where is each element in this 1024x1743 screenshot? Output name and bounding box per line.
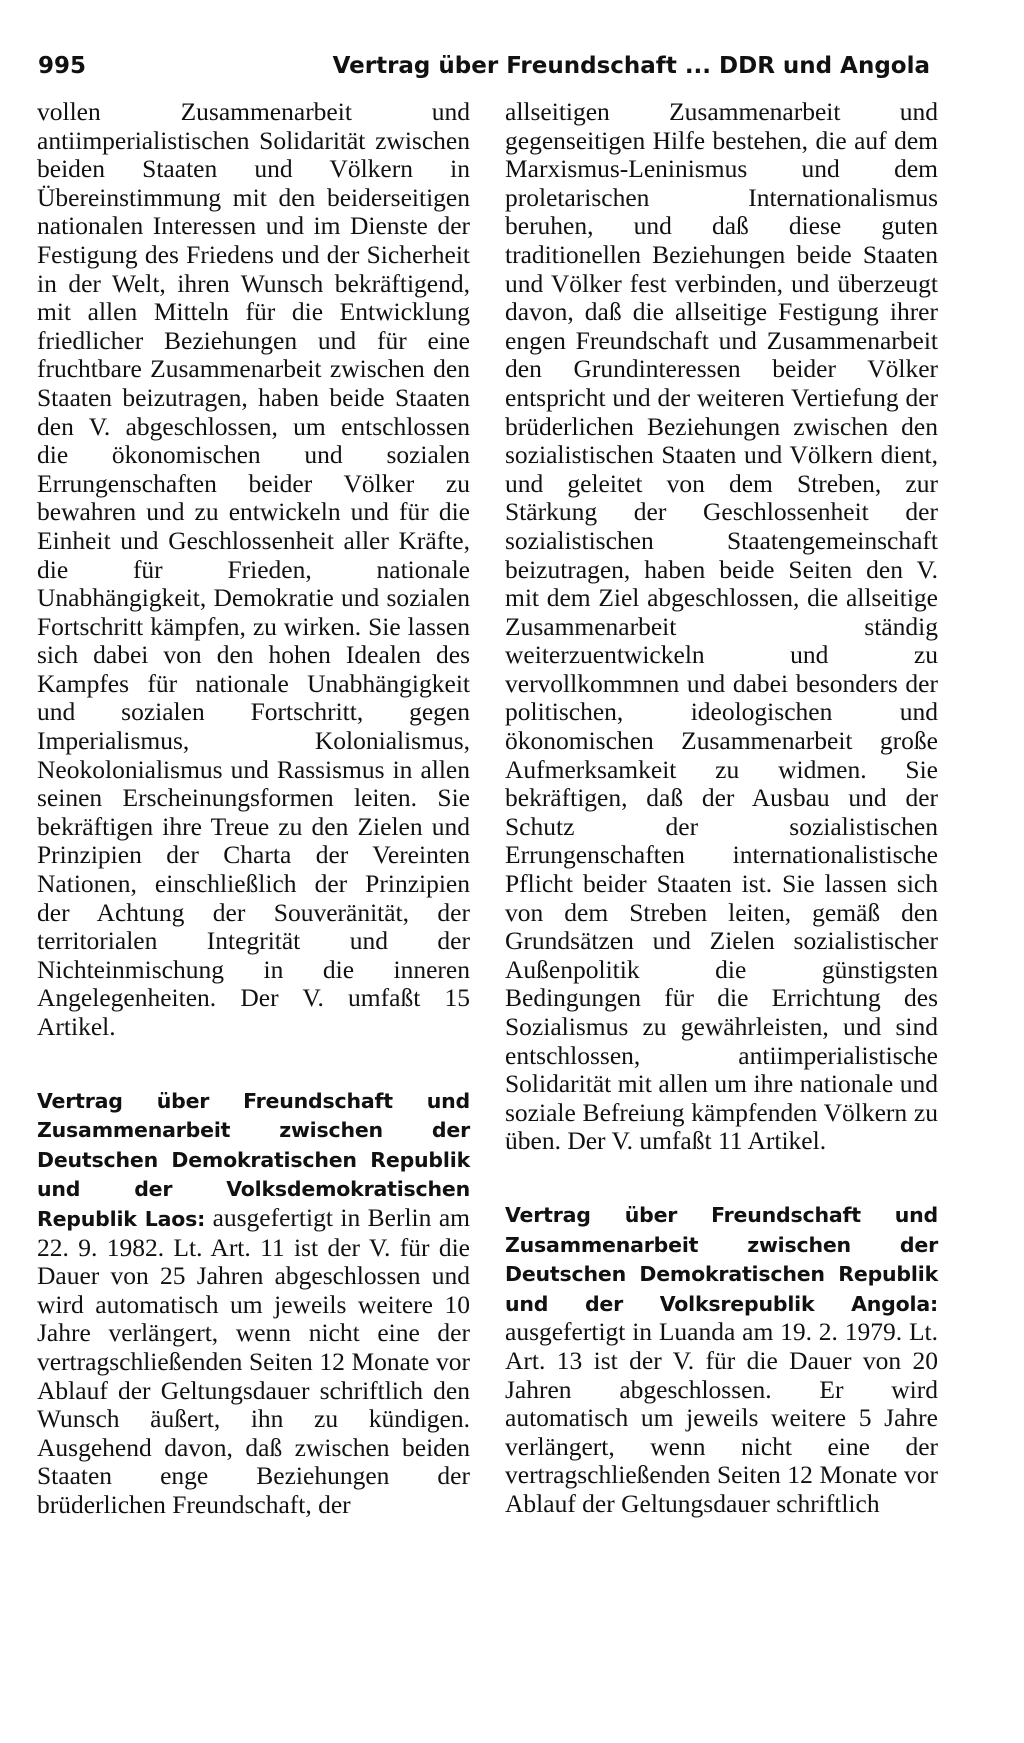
entry-lemma: Vertrag über Freundschaft und Zusammenarbeit zwischen der Deutschen Demokratischen Republik und der Volksrepublik Angola: <box>505 1202 938 1316</box>
entry-continuation-text: vollen Zusammenarbeit und antiimperialistischen Solidarität zwischen beiden Staaten und Völkern in Übereinstimmung mit den beiderseitigen nationalen Interessen und im Dienste der Festigung des Friedens und der Sicherheit in der Welt, ihren Wunsch bekräftigend, mit allen Mitteln für die Entwicklung friedlicher Beziehungen und für eine fruchtbare Zusammenarbeit zwischen den Staaten beizutragen, haben beide Staaten den V. abgeschlossen, um entschlossen die ökonomischen und sozialen Errungenschaften beider Völker zu bewahren und zu entwickeln und für die Einheit und Geschlossenheit aller Kräfte, die für Frieden, nationale Unabhängigkeit, Demokratie und sozialen Fortschritt kämpfen, zu wirken. Sie lassen sich dabei von den hohen Idealen des Kampfes für nationale Unabhängigkeit und sozialen Fortschritt, gegen Imperialismus, Kolonialismus, Neokolonialismus und Rassismus in allen seinen Erscheinungsformen leiten. Sie bekräftigen ihre Treue zu den Zielen und Prinzipien der Charta der Vereinten Nationen, einschließlich der Prinzipien der Achtung der Souveränität, der territorialen Integrität und der Nichteinmischung in die inneren Angelegenheiten. Der V. umfaßt 15 Artikel. <box>37 97 470 1041</box>
entry-text: ausgefertigt in Luanda am 19. 2. 1979. Lt. Art. 13 ist der V. für die Dauer von 20 Jahren abgeschlossen. Er wird automatisch um jeweils weitere 5 Jahre verlängert, wenn nicht eine der vertragschließenden Seiten 12 Monate vor Ablauf der Geltungsdauer schriftlich <box>505 1317 938 1518</box>
running-head-title: Vertrag über Freundschaft ... DDR und Angola <box>332 53 930 79</box>
running-head <box>38 46 930 86</box>
left-column <box>37 98 470 1520</box>
entry-text: ausgefertigt in Berlin am 22. 9. 1982. Lt. Art. 11 ist der V. für die Dauer von 25 Jahren abgeschlossen und wird automatisch um jeweils weitere 10 Jahre verlängert, wenn nicht eine der vertragschließenden Seiten 12 Monate vor Ablauf der Geltungsdauer schriftlich den Wunsch äußert, ihn zu kündigen. Ausgehend davon, daß zwischen beiden Staaten enge Beziehungen der brüderlichen Freundschaft, der <box>37 1202 470 1519</box>
entry-continuation-text: allseitigen Zusammenarbeit und gegenseitigen Hilfe bestehen, die auf dem Marxismus-Leninismus und dem proletarischen Internationalismus beruhen, und daß diese guten traditionellen Beziehungen beide Staaten und Völker fest verbinden, und überzeugt davon, daß die allseitige Festigung ihrer engen Freundschaft und Zusammenarbeit den Grundinteressen beider Völker entspricht und der weiteren Vertiefung der brüderlichen Beziehungen zwischen den sozialistischen Staaten und Völkern dient, und geleitet von dem Streben, zur Stärkung der Geschlossenheit der sozialistischen Staatengemeinschaft beizutragen, haben beide Seiten den V. mit dem Ziel abgeschlossen, die allseitige Zusammenarbeit ständig weiterzuentwickeln und zu vervollkommnen und dabei besonders der politischen, ideologischen und ökonomischen Zusammenarbeit große Aufmerksamkeit zu widmen. Sie bekräftigen, daß der Ausbau und der Schutz der sozialistischen Errungenschaften internationalistische Pflicht beider Staaten ist. Sie lassen sich von dem Streben leiten, gemäß den Grundsätzen und Zielen sozialistischer Außenpolitik die günstigsten Bedingungen für die Errichtung des Sozialismus zu gewährleisten, und sind entschlossen, antiimperialistische Solidarität mit allen um ihre nationale und soziale Befreiung kämpfenden Völkern zu üben. Der V. umfaßt 11 Artikel. <box>505 97 938 1156</box>
entry-laos <box>37 1086 470 1520</box>
page-number: 995 <box>38 53 87 79</box>
entry-lemma: Vertrag über Freundschaft und Zusammenarbeit zwischen der Deutschen Demokratischen Republik und der Volksdemokratischen Republik Laos: <box>37 1088 470 1231</box>
entry-angola <box>505 1200 938 1519</box>
right-column <box>505 98 938 1519</box>
